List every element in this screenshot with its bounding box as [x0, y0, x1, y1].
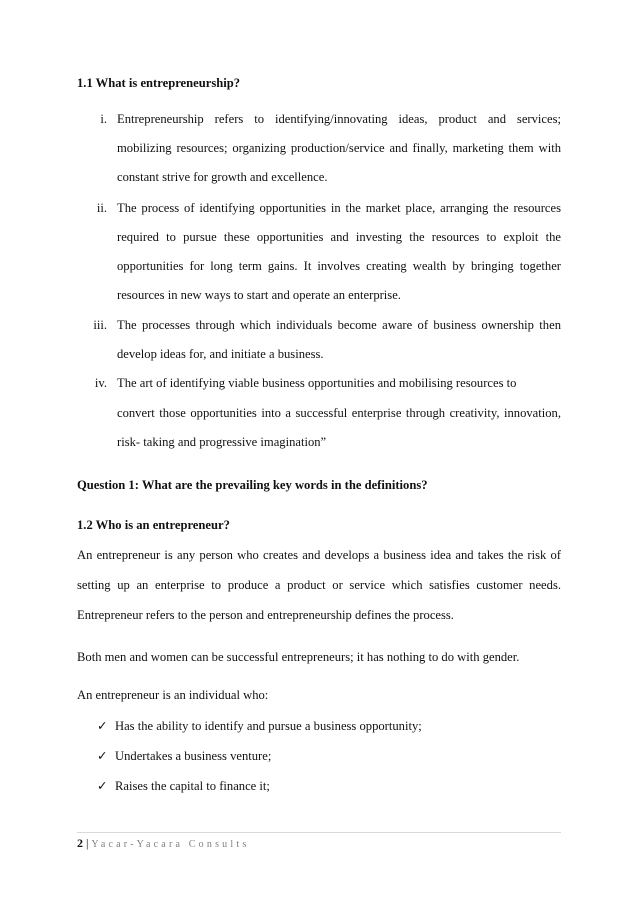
list-item-line: Entrepreneurship refers to identifying/innovating ideas, product and services;	[117, 112, 561, 126]
list-item-line: risk- taking and progressive imagination”	[117, 435, 327, 449]
checklist-item-text: Has the ability to identify and pursue a business opportunity;	[115, 719, 422, 733]
list-item-number: iii.	[93, 318, 107, 332]
list-item-line: opportunities for long term gains. It involves creating wealth by bringing together	[117, 259, 561, 273]
list-item-line: mobilizing resources; organizing production/service and finally, marketing them with	[117, 141, 561, 155]
list-item-line: constant strive for growth and excellence.	[117, 170, 328, 184]
paragraph: Both men and women can be successful entrepreneurs; it has nothing to do with gender.	[77, 650, 520, 664]
question-1: Question 1: What are the prevailing key words in the definitions?	[77, 478, 428, 492]
checklist-item	[97, 748, 271, 764]
list-item-number: ii.	[96, 201, 107, 215]
section-heading-1-1: 1.1 What is entrepreneurship?	[77, 76, 241, 90]
list-item-line: The processes through which individuals become aware of business ownership then	[117, 318, 561, 332]
list-item-line: required to pursue these opportunities and investing the resources to exploit the	[117, 230, 561, 244]
list-item-line: resources in new ways to start and operate an enterprise.	[117, 288, 401, 302]
checkmark-icon: ✓	[97, 719, 108, 733]
checklist-item	[97, 778, 270, 794]
list-item-line: The art of identifying viable business opportunities and mobilising resources to	[117, 376, 517, 390]
section-heading-1-2: 1.2 Who is an entrepreneur?	[77, 518, 230, 532]
list-item-line: develop ideas for, and initiate a business.	[117, 347, 324, 361]
paragraph-line: An entrepreneur is any person who creates and develops a business idea and takes the risk of	[77, 548, 561, 562]
footer-divider	[77, 832, 561, 833]
page-footer	[77, 836, 249, 851]
list-item-number: iv.	[94, 376, 107, 390]
checklist-item	[97, 718, 422, 734]
paragraph-line: setting up an enterprise to produce a product or service which satisfies customer needs.	[77, 578, 561, 592]
footer-company-name: Yacar-Yacara Consults	[91, 839, 250, 850]
paragraph: An entrepreneur is an individual who:	[77, 688, 269, 702]
checklist-item-text: Raises the capital to finance it;	[115, 779, 270, 793]
page-number: 2	[77, 836, 83, 850]
checkmark-icon: ✓	[97, 779, 108, 793]
checklist-item-text: Undertakes a business venture;	[115, 749, 272, 763]
list-item-line: convert those opportunities into a successful enterprise through creativity, innovation,	[117, 406, 561, 420]
list-item-number: i.	[100, 112, 107, 126]
footer-separator: |	[86, 836, 89, 850]
checkmark-icon: ✓	[97, 749, 108, 763]
paragraph-line: Entrepreneur refers to the person and entrepreneurship defines the process.	[77, 608, 454, 622]
list-item-line: The process of identifying opportunities in the market place, arranging the resources	[117, 201, 561, 215]
